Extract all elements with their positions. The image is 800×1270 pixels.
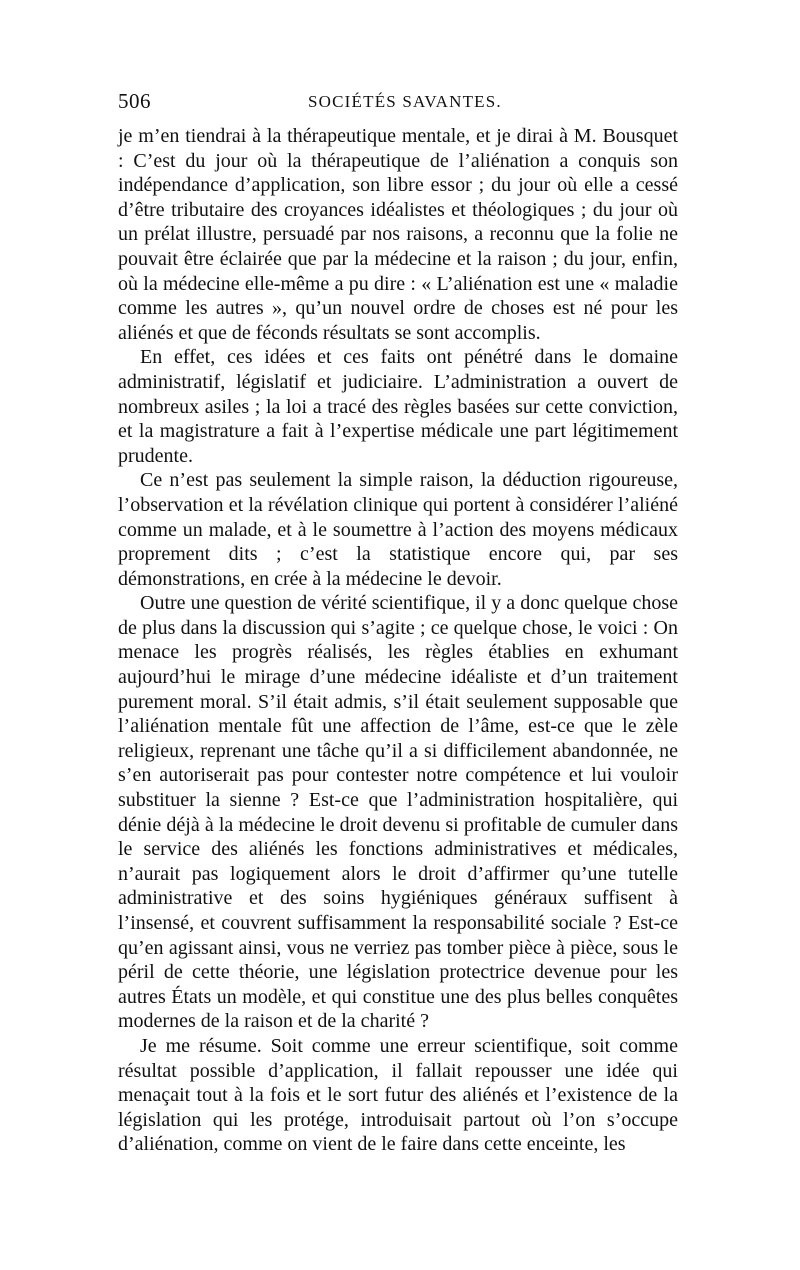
running-title: SOCIÉTÉS SAVANTES.: [308, 92, 502, 111]
page-number: 506: [118, 89, 151, 113]
paragraph-2: En effet, ces idées et ces faits ont pénétré dans le domaine administratif, législatif et judiciaire. L’administration a ouvert de nombreux asiles ; la loi a tracé des règles basées sur cette conviction, et la magistrature a fait à l’expertise médicale une part légitimement prudente.: [118, 346, 678, 467]
body-text: [118, 124, 678, 1157]
paragraph-5: Je me résume. Soit comme une erreur scientifique, soit comme résultat possible d’application, il fallait repousser une idée qui menaçait tout à la fois et le sort futur des aliénés et l’existence de la législation qui les protége, introduisait partout où l’on s’occupe d’aliénation, comme on vient de le faire dans cette enceinte, les: [118, 1034, 678, 1156]
paragraph-1: je m’en tiendrai à la thérapeutique mentale, et je dirai à M. Bousquet : C’est du jour où la thérapeutique de l’aliénation a conquis son indépendance d’application, son libre essor ; du jour où elle a cessé d’être tributaire des croyances idéalistes et théologiques ; du jour où un prélat illustre, persuadé par nos raisons, a reconnu que la folie ne pouvait être éclairée que par la médecine et la raison ; du jour, enfin, où la médecine elle-même a pu dire : « L’aliénation est une « maladie comme les autres », qu’un nouvel ordre de choses est né pour les aliénés et que de féconds résultats se sont accomplis.: [118, 125, 678, 344]
running-head: [118, 89, 678, 117]
paragraph-3: Ce n’est pas seulement la simple raison, la déduction rigoureuse, l’observation et la révélation clinique qui portent à considérer l’aliéné comme un malade, et à le soumettre à l’action des moyens médicaux proprement dits ; c’est la statistique encore qui, par ses démonstrations, en crée à la médecine le devoir.: [118, 469, 678, 590]
paragraph-4: Outre une question de vérité scientifique, il y a donc quelque chose de plus dans la discussion qui s’agite ; ce quelque chose, le voici : On menace les progrès réalisés, les règles établies en exhumant aujourd’hui le mirage d’une médecine idéaliste et d’un traitement purement moral. S’il était admis, s’il était seulement supposable que l’aliénation mentale fût une affection de l’âme, est-ce que le zèle religieux, reprenant une tâche qu’il a si difficilement abandonnée, ne s’en autoriserait pas pour contester notre compétence et lui vouloir substituer la sienne ? Est-ce que l’administration hospitalière, qui dénie déjà à la médecine le droit devenu si profitable de cumuler dans le service des aliénés les fonctions administratives et médicales, n’aurait pas logiquement alors le droit d’affirmer qu’une tutelle administrative et des soins hygiéniques généraux suffisent à l’insensé, et couvrent suffisamment la responsabilité sociale ? Est-ce qu’en agissant ainsi, vous ne verriez pas tomber pièce à pièce, sous le péril de cette théorie, une législation protectrice devenue pour les autres États un modèle, et qui constitue une des plus belles conquêtes modernes de la raison et de la charité ?: [118, 592, 678, 1033]
